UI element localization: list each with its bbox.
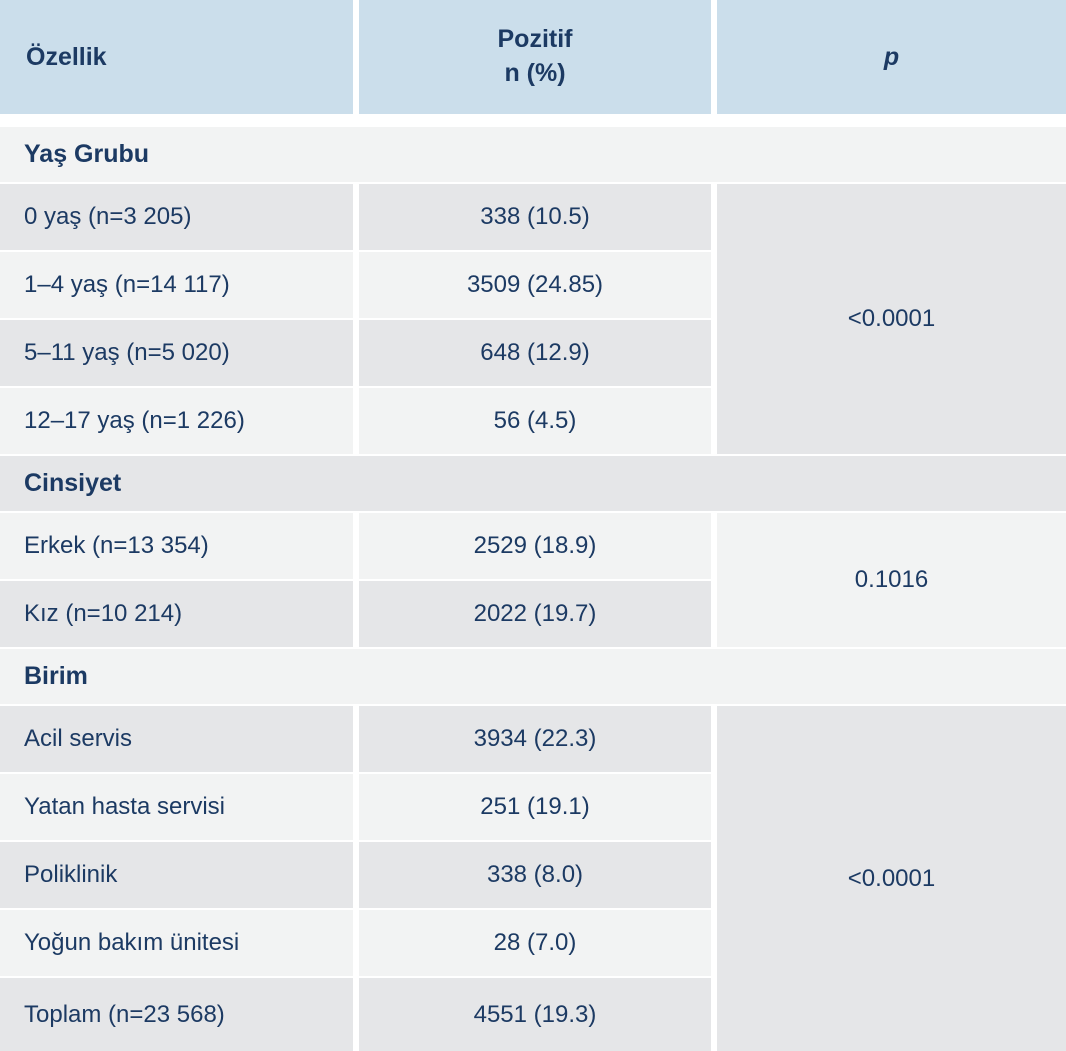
table-section xyxy=(0,456,1066,647)
p-value-cell: <0.0001 xyxy=(717,184,1066,454)
row-label-cell: Acil servis xyxy=(0,706,353,772)
row-value-cell: 4551 (19.3) xyxy=(359,978,711,1051)
table-section xyxy=(0,649,1066,1051)
section-body xyxy=(0,513,1066,647)
section-title-row xyxy=(0,649,1066,704)
section-title-row xyxy=(0,456,1066,511)
row-label-cell: Yatan hasta servisi xyxy=(0,774,353,840)
row-value-cell: 3509 (24.85) xyxy=(359,252,711,318)
row-value-cell: 338 (10.5) xyxy=(359,184,711,250)
section-rows xyxy=(0,513,711,647)
column-header-pozitif-line1: Pozitif xyxy=(497,25,573,54)
section-rows xyxy=(0,184,711,454)
row-value-cell: 338 (8.0) xyxy=(359,842,711,908)
data-row xyxy=(0,252,711,318)
row-label-cell: 1–4 yaş (n=14 117) xyxy=(0,252,353,318)
column-header-pozitif xyxy=(359,0,711,114)
column-header-pozitif-line2: n (%) xyxy=(504,59,566,87)
p-value-cell: <0.0001 xyxy=(717,706,1066,1051)
section-title: Birim xyxy=(24,662,88,690)
data-row xyxy=(0,581,711,647)
row-value-cell: 648 (12.9) xyxy=(359,320,711,386)
row-label-cell: 12–17 yaş (n=1 226) xyxy=(0,388,353,454)
row-label-cell: Yoğun bakım ünitesi xyxy=(0,910,353,976)
column-header-p: p xyxy=(717,0,1066,114)
table-header-row xyxy=(0,0,1066,114)
column-header-ozellik: Özellik xyxy=(0,0,353,114)
data-row xyxy=(0,842,711,908)
row-label-cell: Kız (n=10 214) xyxy=(0,581,353,647)
section-title-row xyxy=(0,127,1066,182)
p-value-cell: 0.1016 xyxy=(717,513,1066,647)
row-value-cell: 2022 (19.7) xyxy=(359,581,711,647)
row-value-cell: 2529 (18.9) xyxy=(359,513,711,579)
column-header-pozitif-lines xyxy=(498,23,573,91)
data-row xyxy=(0,706,711,772)
row-label-cell: 0 yaş (n=3 205) xyxy=(0,184,353,250)
section-title: Cinsiyet xyxy=(24,469,122,497)
row-label-cell: Toplam (n=23 568) xyxy=(0,978,353,1051)
data-row xyxy=(0,184,711,250)
row-label-cell: Erkek (n=13 354) xyxy=(0,513,353,579)
row-value-cell: 251 (19.1) xyxy=(359,774,711,840)
section-body xyxy=(0,184,1066,454)
data-row xyxy=(0,910,711,976)
section-rows xyxy=(0,706,711,1051)
data-row xyxy=(0,388,711,454)
data-row xyxy=(0,320,711,386)
table-body xyxy=(0,127,1066,1051)
section-body xyxy=(0,706,1066,1051)
row-value-cell: 3934 (22.3) xyxy=(359,706,711,772)
table-section xyxy=(0,127,1066,454)
section-title: Yaş Grubu xyxy=(24,140,150,168)
data-row xyxy=(0,774,711,840)
row-label-cell: 5–11 yaş (n=5 020) xyxy=(0,320,353,386)
row-value-cell: 28 (7.0) xyxy=(359,910,711,976)
data-row xyxy=(0,513,711,579)
data-row xyxy=(0,978,711,1051)
row-value-cell: 56 (4.5) xyxy=(359,388,711,454)
row-label-cell: Poliklinik xyxy=(0,842,353,908)
